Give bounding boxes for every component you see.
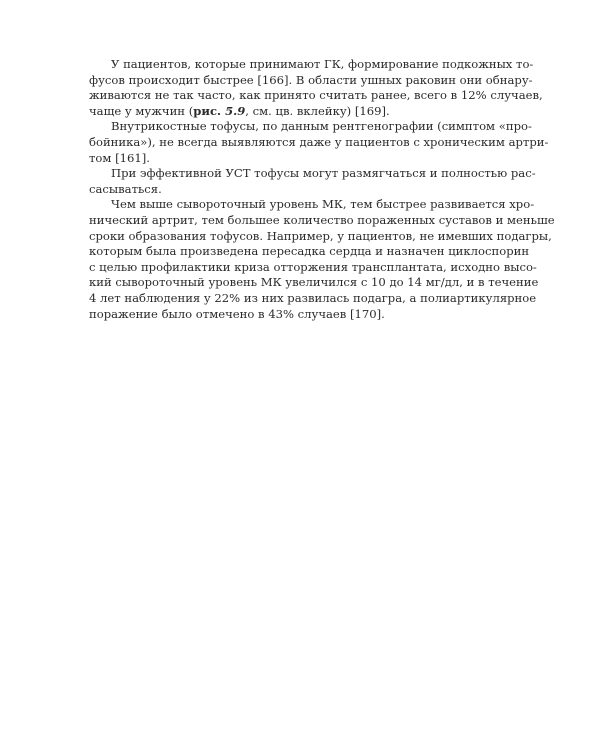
body-text [89,57,555,322]
paragraph-2-line-3: том [161]. [89,150,150,165]
paragraph-3-line-2: сасываться. [89,181,162,196]
paragraph-2-line-1: Внутрикостные тофусы, по данным рентгенографии (симптом «про- [111,119,532,134]
paragraph-4-line-2: нический артрит, тем большее количество пораженных суставов и меньше [89,212,555,227]
paragraph-1-line-3: живаются не так часто, как принято считать ранее, всего в 12% случаев, [89,88,543,103]
paragraph-1-line-4 [89,104,506,120]
figure-ref-number: 5.9 [225,103,246,118]
paragraph-4-line-6: кий сывороточный уровень МК увеличился с 10 до 14 мг/дл, и в течение [89,275,539,290]
paragraph-4-line-7: 4 лет наблюдения у 22% из них развилась подагра, а полиартикулярное [89,290,537,305]
paragraph-2-line-2: бойника»), не всегда выявляются даже у пациентов с хроническим артри- [89,134,549,149]
paragraph-4-line-8: поражение было отмечено в 43% случаев [170]. [89,306,385,321]
figure-ref-prefix: чаще у мужчин ( [89,103,194,118]
paragraph-4-line-1: Чем выше сывороточный уровень МК, тем быстрее развивается хро- [111,197,535,212]
figure-ref-suffix: , см. цв. вклейку) [169]. [245,103,390,118]
paragraph-4-line-3: сроки образования тофусов. Например, у пациентов, не имевших подагры, [89,228,552,243]
paragraph-4-line-5: с целью профилактики криза отторжения трансплантата, исходно высо- [89,259,537,274]
figure-ref [193,104,245,118]
paragraph-3-line-1: При эффективной УСТ тофусы могут размягчаться и полностью рас- [111,166,536,181]
paragraph-1-line-2: фусов происходит быстрее [166]. В области ушных раковин они обнару- [89,72,533,87]
figure-ref-label: рис. [193,103,226,118]
paragraph-4-line-4: которым была произведена пересадка сердца и назначен циклоспорин [89,244,530,259]
paragraph-1-line-1: У пациентов, которые принимают ГК, формирование подкожных то- [111,57,534,71]
